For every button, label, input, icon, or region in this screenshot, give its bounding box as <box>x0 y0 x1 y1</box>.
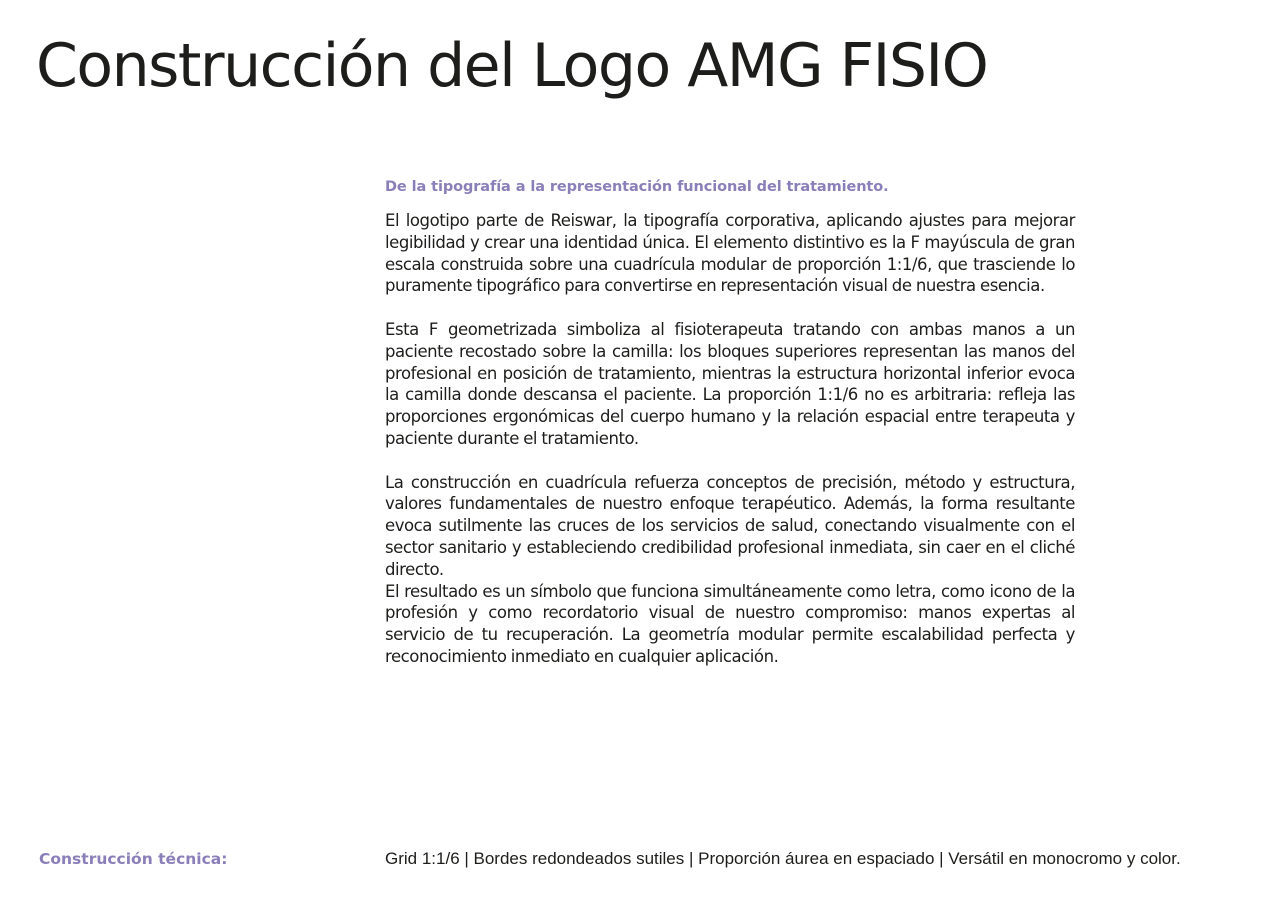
body-content <box>385 176 1075 668</box>
paragraph-grid-construction: La construcción en cuadrícula refuerza conceptos de precisión, método y estructura, valores fundamentales de nuestro enfoque terapéutico. Además, la forma resultante evoca sutilmente las cruces de los servicios de salud, conectando visualmente con el sector sanitario y estableciendo credibilidad profesional inmediata, sin caer en el cliché directo. <box>385 472 1075 579</box>
section-subtitle: De la tipografía a la representación funcional del tratamiento. <box>385 179 889 195</box>
paragraph-typography: El logotipo parte de Reiswar, la tipografía corporativa, aplicando ajustes para mejorar legibilidad y crear una identidad única. El elemento distintivo es la F mayúscula de gran escala construida sobre una cuadrícula modular de proporción 1:1/6, que trasciende lo puramente tipográfico para convertirse en representación visual de nuestra esencia. <box>385 211 1075 296</box>
page-title: Construcción del Logo AMG FISIO <box>36 31 988 101</box>
paragraph-result: El resultado es un símbolo que funciona simultáneamente como letra, como icono de la profesión y como recordatorio visual de nuestro compromiso: manos expertas al servicio de tu recuperación. La geometría modular permite escalabilidad perfecta y reconocimiento inmediato en cualquier aplicación. <box>385 581 1075 666</box>
technical-construction-text: Grid 1:1/6 | Bordes redondeados sutiles | Proporción áurea en espaciado | Versátil en monocromo y color. <box>385 849 1181 868</box>
paragraph-symbolism: Esta F geometrizada simboliza al fisioterapeuta tratando con ambas manos a un paciente recostado sobre la camilla: los bloques superiores representan las manos del profesional en posición de tratamiento, mientras la estructura horizontal inferior evoca la camilla donde descansa el paciente. La proporción 1:1/6 no es arbitraria: refleja las proporciones ergonómicas del cuerpo humano y la relación espacial entre terapeuta y paciente durante el tratamiento. <box>385 319 1075 448</box>
technical-construction-label: Construcción técnica: <box>39 850 228 868</box>
